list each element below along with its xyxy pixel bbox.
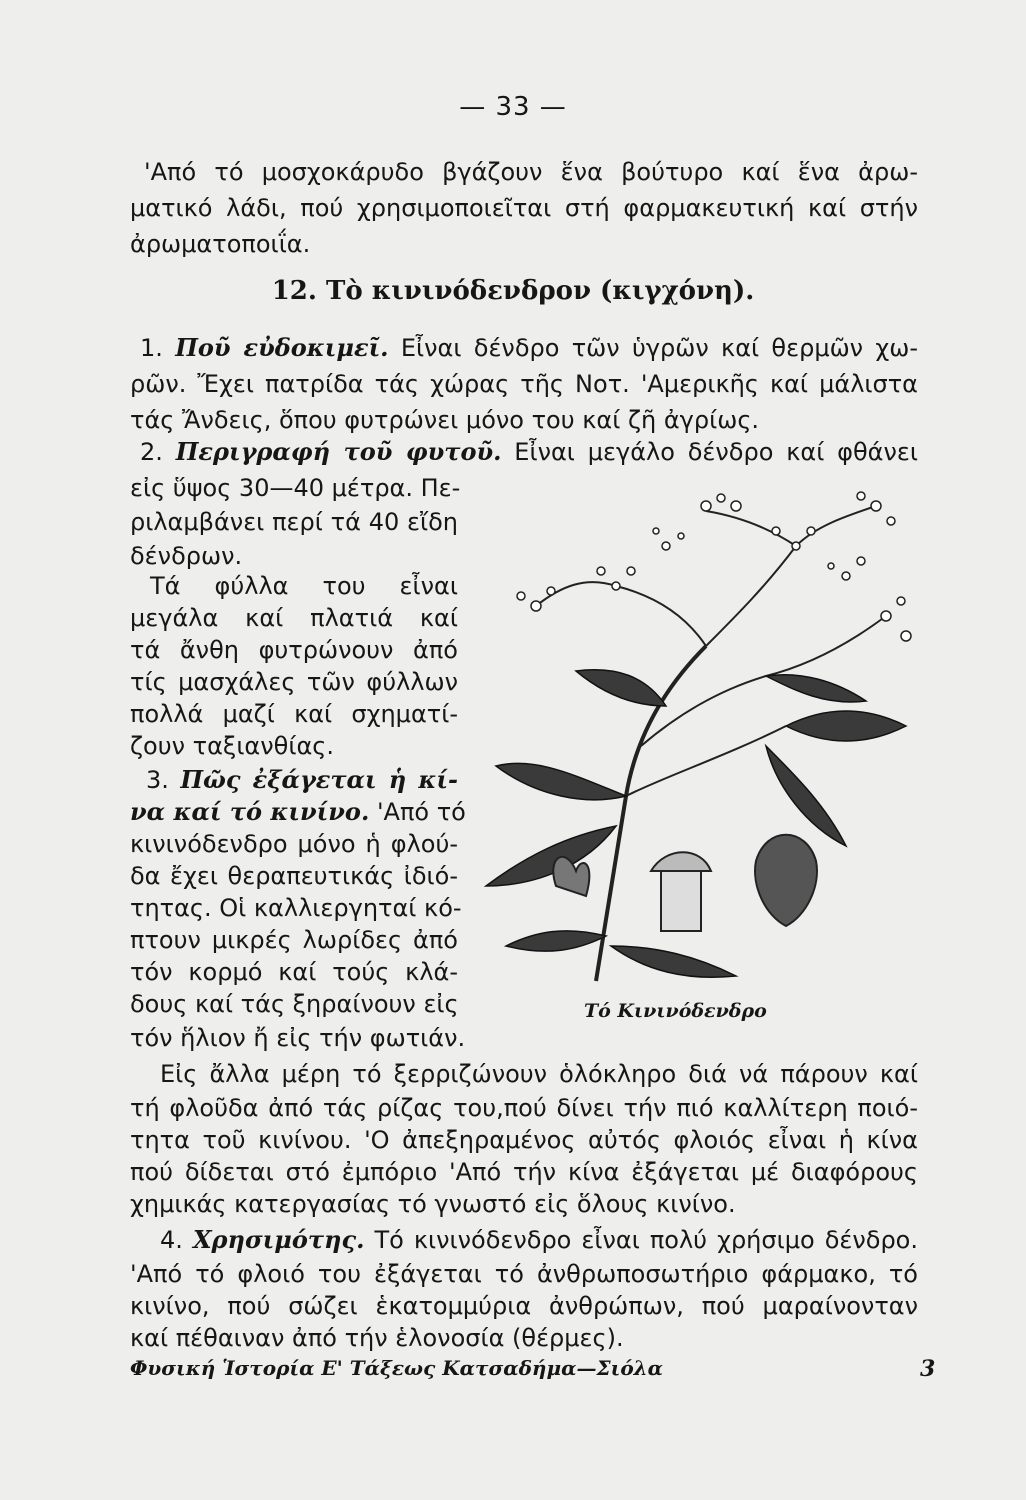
s1-number: 1. (140, 334, 163, 362)
s3-heading-b: να καί τό κινίνο. (130, 797, 370, 826)
s2-col-line-7: τίς μασχάλες τῶν φύλλων (130, 668, 458, 696)
s3-col-line-1: κινινόδενδρο μόνο ἡ φλού- (130, 830, 458, 858)
s3-full-line-2: τή φλοῦδα ἀπό τάς ρίζας του,πού δίνει τήν πιό καλλίτερη ποιό- (130, 1094, 918, 1122)
intro-line-3: ἀρωματοποιΐα. (130, 230, 311, 258)
s2-number: 2. (140, 438, 163, 466)
s2-col-line-6: τά ἄνθη φυτρώνουν ἀπό (130, 636, 458, 664)
footer-text: Φυσική Ἱστορία Ε' Τάξεως Κατσαδήμα—Σιόλα (130, 1356, 664, 1380)
s1-line-1-text: Εἶναι δένδρο τῶν ὑγρῶν καί θερμῶν χω- (400, 334, 918, 362)
s4-line-1-text: Τό κινινόδενδρο εἶναι πολύ χρήσιμο δένδρο. (374, 1226, 918, 1254)
s4-line-4: καί πέθαιναν ἀπό τήν ἑλονοσία (θέρμες). (130, 1324, 624, 1352)
s3-full-line-5: χημικάς κατεργασίας τό γνωστό εἰς ὅλους κινίνο. (130, 1190, 736, 1218)
s2-col-line-4: Τά φύλλα του εἶναι (150, 572, 458, 600)
s2-heading: Περιγραφή τοῦ φυτοῦ. (175, 437, 502, 466)
s4-line-1 (160, 1225, 918, 1254)
s2-col-line-5: μεγάλα καί πλατιά καί (130, 604, 458, 632)
s4-heading: Χρησιμότης. (192, 1225, 365, 1254)
s3-full-line-3: τητα τοῦ κινίνου. 'Ο ἀπεξηραμένος αὐτός φλοιός εἶναι ἡ κίνα (130, 1126, 918, 1154)
s1-line-1 (140, 333, 918, 362)
s3-line-1 (146, 765, 458, 794)
s3-line-2-text: 'Από τό (376, 798, 466, 826)
section-title: 12. Τὸ κινινόδενδρον (κιγχόνη). (271, 276, 755, 306)
s2-line-1-text: Εἶναι μεγάλο δένδρο καί φθάνει (514, 438, 918, 466)
s3-line-2 (130, 797, 466, 826)
intro-line-1: 'Από τό μοσχοκάρυδο βγάζουν ἕνα βούτυρο καί ἕνα ἀρω- (144, 158, 918, 186)
s3-col-line-5: τόν κορμό καί τούς κλά- (130, 958, 458, 986)
s3-full-line-1: Εἰς ἄλλα μέρη τό ξερριζώνουν ὁλόκληρο διά νά πάρουν καί (160, 1060, 918, 1088)
s4-number: 4. (160, 1226, 183, 1254)
s3-heading-a: Πῶς ἐξάγεται ἡ κί- (180, 765, 458, 794)
intro-line-2: ματικό λάδι, πού χρησιμοποιεῖται στή φαρμακευτική καί στήν (130, 194, 918, 222)
s3-full-line-4: πού δίδεται στό ἐμπόριο 'Από τήν κίνα ἐξάγεται μέ διαφόρους (130, 1158, 918, 1186)
figure-caption: Τό Κινινόδενδρο (584, 1000, 767, 1022)
s3-col-line-3: τητας. Οἱ καλλιεργηταί κό- (130, 894, 462, 922)
s3-col-line-4: πτουν μικρές λωρίδες ἀπό (130, 926, 458, 954)
s3-col-line-6: δους καί τάς ξηραίνουν εἰς (130, 990, 459, 1018)
s3-col-line-2: δα ἔχει θεραπευτικάς ἰδιό- (130, 862, 458, 890)
footer-folio: 3 (920, 1356, 936, 1382)
s3-number: 3. (146, 766, 169, 794)
s1-line-2: ρῶν. Ἔχει πατρίδα τάς χώρας τῆς Νοτ. 'Αμερικῆς καί μάλιστα (130, 370, 918, 398)
s2-col-line-8: πολλά μαζί καί σχηματί- (130, 700, 458, 728)
s1-heading: Ποῦ εὐδοκιμεῖ. (175, 333, 389, 362)
cinchona-illustration (466, 476, 966, 996)
s3-col-line-7: τόν ἥλιον ἤ εἰς τήν φωτιάν. (130, 1024, 466, 1052)
s2-line-1 (140, 437, 918, 466)
s1-line-3: τάς Ἄνδεις, ὅπου φυτρώνει μόνο του καί ζῆ ἀγρίως. (130, 406, 760, 434)
s2-col-line-2: ριλαμβάνει περί τά 40 εἴδη (130, 508, 458, 536)
s4-line-2: 'Από τό φλοιό του ἐξάγεται τό ἀνθρωποσωτήριο φάρμακο, τό (130, 1260, 918, 1288)
s2-col-line-3: δένδρων. (130, 542, 243, 570)
s4-line-3: κινίνο, πού σώζει ἑκατομμύρια ἀνθρώπων, πού μαραίνονταν (130, 1292, 918, 1320)
s2-col-line-1: εἰς ὕψος 30—40 μέτρα. Πε- (130, 474, 461, 502)
page-number: — 33 — (459, 92, 567, 122)
s2-col-line-9: ζουν ταξιανθίας. (130, 732, 334, 760)
